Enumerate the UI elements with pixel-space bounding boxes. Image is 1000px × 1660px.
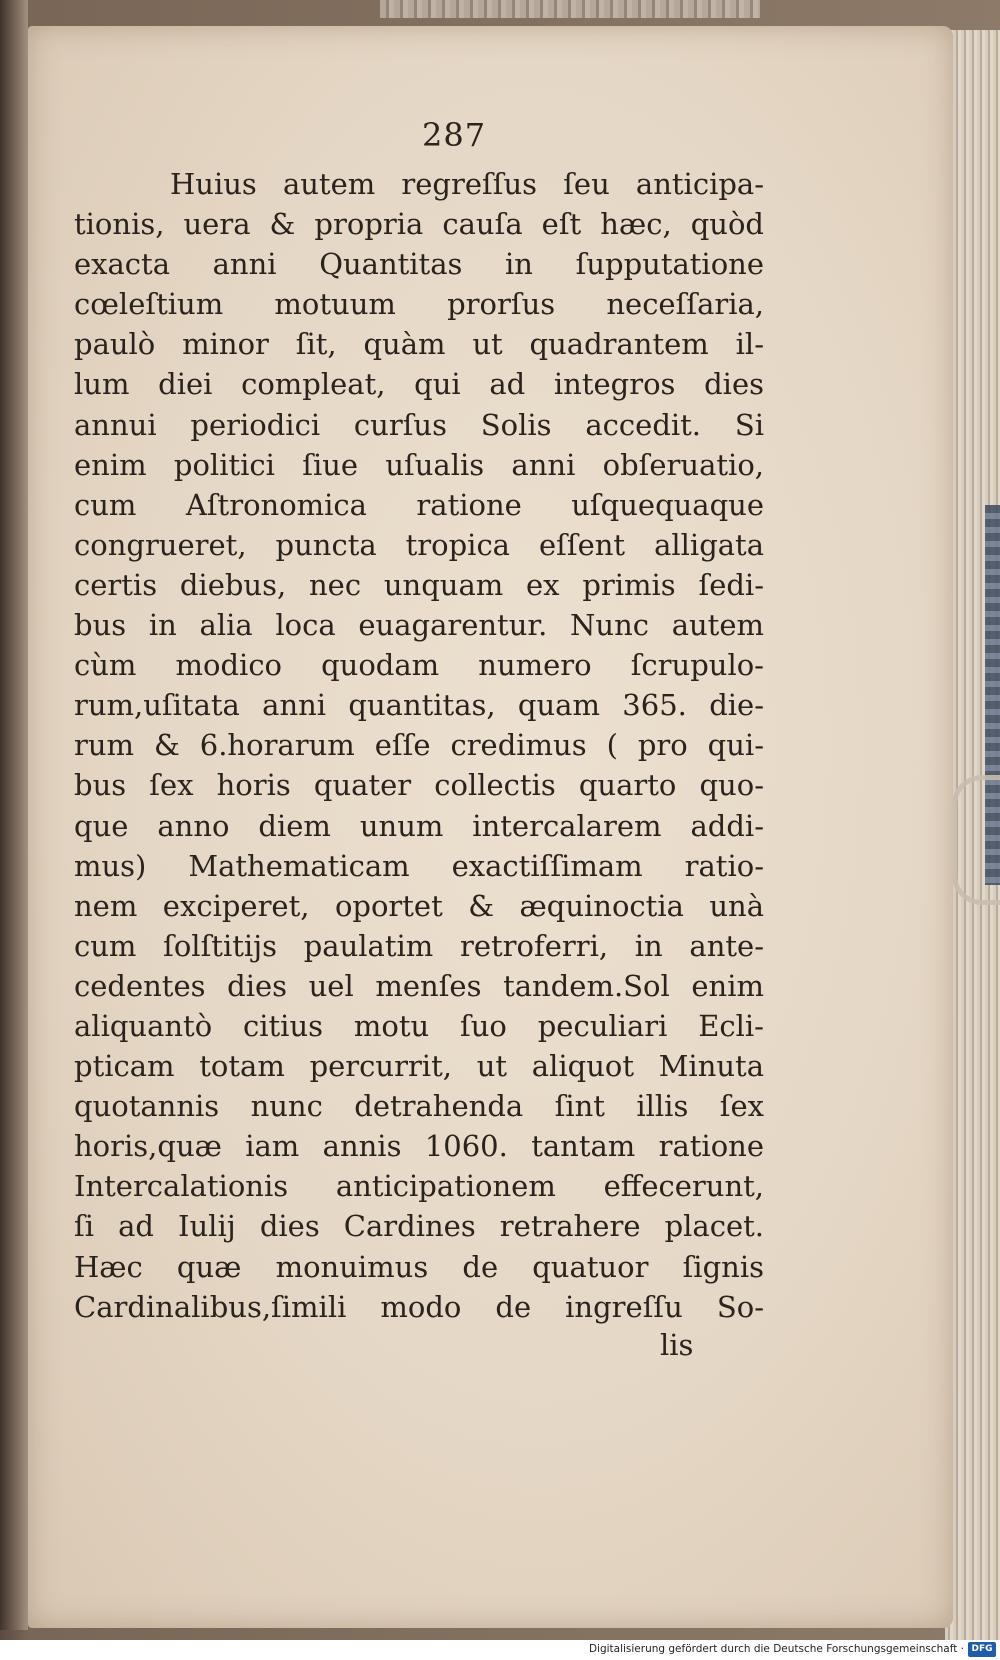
page-clip bbox=[952, 775, 1000, 905]
body-text bbox=[74, 164, 764, 1327]
text-line: congrueret, puncta tropica eſſent alligata bbox=[74, 527, 764, 562]
book-page bbox=[28, 26, 953, 1628]
text-line: cœleſtium motuum prorſus neceſſaria, bbox=[74, 287, 764, 322]
text-line: bus in alia loca euagarentur. Nunc autem bbox=[74, 608, 764, 643]
dfg-logo: DFG bbox=[968, 1642, 996, 1657]
text-line: tionis, uera & propria cauſa eſt hæc, quòd bbox=[74, 207, 764, 242]
text-line: pticam totam percurrit, ut aliquot Minuta bbox=[74, 1049, 764, 1084]
catchword: lis bbox=[660, 1328, 694, 1362]
text-line: Intercalationis anticipationem effecerunt, bbox=[74, 1169, 764, 1204]
text-line: que anno diem unum intercalarem addi- bbox=[74, 808, 764, 843]
funding-credit: Digitalisierung gefördert durch die Deutsche Forschungsgemeinschaft · bbox=[588, 1643, 964, 1655]
text-line: rum,uſitata anni quantitas, quam 365. die- bbox=[74, 688, 764, 723]
book-binding bbox=[0, 0, 28, 1630]
page-number: 287 bbox=[422, 116, 487, 154]
text-line: horis,quæ iam annis 1060. tantam ratione bbox=[74, 1129, 764, 1164]
text-line: certis diebus, nec unquam ex primis ſedi- bbox=[74, 567, 764, 602]
text-line: ſi ad Iulij dies Cardines retrahere placet. bbox=[74, 1209, 764, 1244]
text-line: exacta anni Quantitas in ſupputatione bbox=[74, 247, 764, 282]
text-line: cum Aſtronomica ratione uſquequaque bbox=[74, 487, 764, 522]
text-line: lum diei compleat, qui ad integros dies bbox=[74, 367, 764, 402]
text-line: paulò minor ſit, quàm ut quadrantem il- bbox=[74, 327, 764, 362]
text-line: aliquantò citius motu ſuo peculiari Ecli- bbox=[74, 1008, 764, 1043]
text-line: quotannis nunc detrahenda ſint illis ſex bbox=[74, 1089, 764, 1124]
text-line: cùm modico quodam numero ſcrupulo- bbox=[74, 648, 764, 683]
text-line: rum & 6.horarum eſſe credimus ( pro qui- bbox=[74, 728, 764, 763]
text-line: mus) Mathematicam exactiſſimam ratio- bbox=[74, 848, 764, 883]
text-line: bus ſex horis quater collectis quarto quo- bbox=[74, 768, 764, 803]
text-line: annui periodici curſus Solis accedit. Si bbox=[74, 407, 764, 442]
text-line: nem exciperet, oportet & æquinoctia unà bbox=[74, 888, 764, 923]
text-line: enim politici ſiue uſualis anni obſeruatio, bbox=[74, 447, 764, 482]
text-line: Cardinalibus,ſimili modo de ingreſſu So- bbox=[74, 1289, 764, 1324]
text-line: cum ſolſtitijs paulatim retroferri, in ante- bbox=[74, 928, 764, 963]
header-strip bbox=[380, 0, 760, 18]
text-line: Huius autem regreſſus ſeu anticipa- bbox=[170, 167, 764, 201]
text-line: cedentes dies uel menſes tandem.Sol enim bbox=[74, 968, 764, 1003]
text-line: Hæc quæ monuimus de quatuor ſignis bbox=[74, 1249, 764, 1284]
